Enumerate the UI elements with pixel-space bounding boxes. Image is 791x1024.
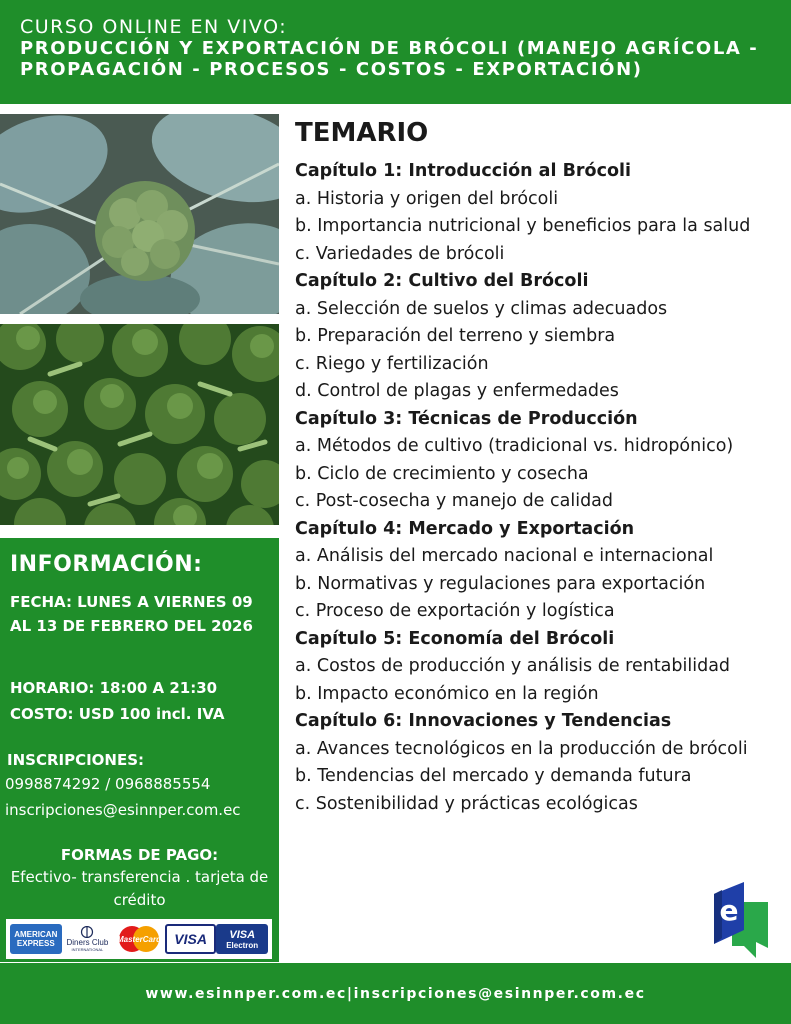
footer-website[interactable]: www.esinnper.com.ec [145,985,347,1002]
mastercard-label: MasterCard [116,934,161,944]
chapter-item: c. Variedades de brócoli [295,243,505,264]
visa-card-icon [165,924,217,954]
chapter-item: b. Normativas y regulaciones para exportación [295,573,706,594]
amex-label: AMERICAN EXPRESS [14,930,58,948]
chapter-title: Capítulo 1: Introducción al Brócoli [295,161,631,181]
chapter-item: b. Impacto económico en la región [295,683,599,704]
visa-electron-top: VISA [229,928,256,941]
info-title: INFORMACIÓN: [10,552,203,577]
chapter-item: a. Análisis del mercado nacional e internacional [295,546,714,566]
payment-cards [6,919,272,959]
visa-label: VISA [174,930,207,947]
chapter-title: Capítulo 6: Innovaciones y Tendencias [295,711,672,731]
chapter-item: c. Proceso de exportación y logística [295,601,615,621]
course-date: FECHA: LUNES A VIERNES 09 AL 13 DE FEBRERO DEL 2026 [10,593,253,635]
footer-banner [0,963,791,1024]
logo-letter: e [719,894,739,927]
chapter-title: Capítulo 3: Técnicas de Producción [295,408,638,429]
syllabus [295,118,775,818]
chapter-item: a. Costos de producción y análisis de rentabilidad [295,656,731,676]
info-panel [0,538,279,962]
chapter-item: a. Historia y origen del brócoli [295,188,559,209]
course-schedule: HORARIO: 18:00 A 21:30 [10,679,218,697]
amex-card-icon [10,924,62,954]
chapter-item: b. Tendencias del mercado y demanda futura [295,766,692,786]
chapter-item: b. Preparación del terreno y siembra [295,326,616,346]
chapter-item: a. Métodos de cultivo (tradicional vs. hidropónico) [295,436,734,456]
chapter-item: a. Avances tecnológicos en la producción de brócoli [295,738,748,759]
course-type: CURSO ONLINE EN VIVO: [20,16,288,38]
course-title-line-2: PROPAGACIÓN - PROCESOS - COSTOS - EXPORTACIÓN) [20,59,643,80]
chapter-item: a. Selección de suelos y climas adecuados [295,298,668,319]
esinnper-logo [710,880,772,960]
registration-email[interactable]: inscripciones@esinnper.com.ec [5,801,241,819]
chapter-item: d. Control de plagas y enfermedades [295,381,619,401]
footer-separator: | [346,985,354,1002]
broccoli-plant-photo [0,114,279,314]
chapter-title: Capítulo 4: Mercado y Exportación [295,518,635,539]
chapter-item: b. Ciclo de crecimiento y cosecha [295,463,589,484]
course-title-line-1: PRODUCCIÓN Y EXPORTACIÓN DE BRÓCOLI (MANEJO AGRÍCOLA - [20,38,759,59]
visa-electron-card-icon [216,924,268,954]
chapter-title: Capítulo 5: Economía del Brócoli [295,628,615,649]
syllabus-title: TEMARIO [295,118,429,148]
header-banner [0,0,791,104]
chapter-item: b. Importancia nutricional y beneficios para la salud [295,216,751,236]
mastercard-card-icon [113,924,165,954]
registration-title: INSCRIPCIONES: [7,751,145,769]
diners-sublabel: INTERNATIONAL [71,947,104,952]
registration-phones: 0998874292 / 0968885554 [5,775,211,793]
diners-label: Diners Club [66,938,109,947]
chapter-title: Capítulo 2: Cultivo del Brócoli [295,271,589,291]
chapter-item: c. Riego y fertilización [295,353,489,374]
visa-electron-bottom: Electron [226,940,259,950]
broccoli-florets-photo [0,324,279,525]
diners-circles-icon [80,926,94,938]
chapter-item: c. Sostenibilidad y prácticas ecológicas [295,793,638,814]
diners-club-card-icon [62,924,114,954]
payment-methods: Efectivo- transferencia . tarjeta de crédito [10,868,269,909]
chapter-item: c. Post-cosecha y manejo de calidad [295,491,614,511]
payment-title: FORMAS DE PAGO: [60,846,219,864]
course-cost: COSTO: USD 100 incl. IVA [10,705,225,723]
footer-email[interactable]: inscripciones@esinnper.com.ec [353,985,646,1002]
